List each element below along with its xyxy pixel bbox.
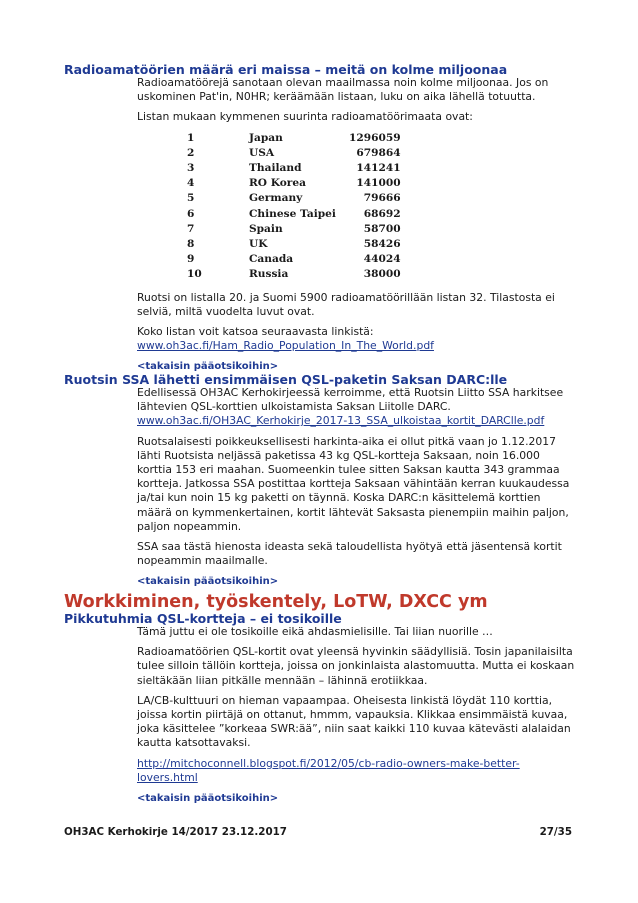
paragraph: Radioamatöörejä sanotaan olevan maailmassa noin kolme miljoonaa. Jos on uskominen Pat'in, N0HR; keräämään listaan, luku on aika lähellä totuutta.	[137, 76, 549, 104]
section-title-qsl-cards: Pikkutuhmia QSL-kortteja – ei tosikoille	[64, 611, 342, 626]
ranking-count: 38000	[363, 268, 401, 281]
ssa-article-link[interactable]: www.oh3ac.fi/OH3AC_Kerhokirje_2017-13_SSA_ulkoistaa_kortit_DARClle.pdf	[137, 414, 545, 428]
cb-cards-link[interactable]: http://mitchoconnell.blogspot.fi/2012/05/cb-radio-owners-make-better-lovers.html	[137, 756, 520, 784]
paragraph: Tämä juttu ei ole tosikoille eikä ahdasmielisille. Tai liian nuorille …	[137, 625, 493, 638]
ranking-row	[187, 252, 401, 267]
ranking-row	[187, 267, 401, 282]
ranking-country: Japan	[249, 131, 283, 144]
ranking-rank: 4	[187, 177, 195, 190]
ranking-count: 141241	[356, 162, 401, 175]
ranking-row	[187, 131, 401, 146]
paragraph: SSA saa tästä hienosta ideasta sekä taloudellista hyötyä että jäsentensä kortit nopeammin maailmalle.	[137, 540, 562, 568]
ranking-country: Chinese Taipei	[249, 207, 336, 220]
paragraph: Listan mukaan kymmenen suurinta radioamatöörimaata ovat:	[137, 110, 473, 124]
ranking-country: USA	[249, 146, 275, 159]
ranking-country: UK	[249, 238, 268, 251]
section-title-ssa-qsl: Ruotsin SSA lähetti ensimmäisen QSL-paketin Saksan DARC:lle	[64, 372, 508, 387]
paragraph: Edellisessä OH3AC Kerhokirjeessä kerroimme, että Ruotsin Liitto SSA harkitsee lähtevien QSL-korttien ulkoistamista Saksan Liitolle DARC.	[137, 386, 564, 414]
ranking-rank: 8	[187, 238, 195, 251]
paragraph	[137, 791, 577, 806]
ranking-row	[187, 191, 401, 206]
ranking-row	[187, 222, 401, 237]
chapter-title-workkiminen: Workkiminen, työskentely, LoTW, DXCC ym	[64, 592, 488, 612]
ranking-count: 1296059	[349, 131, 401, 144]
section-body-radio-amateur-count	[137, 76, 577, 381]
paragraph	[137, 757, 577, 785]
back-to-headlines-link[interactable]: <takaisin pääotsikoihin>	[137, 793, 279, 805]
ranking-row	[187, 237, 401, 252]
ranking-rank: 5	[187, 192, 195, 205]
ranking-count: 679864	[356, 146, 401, 159]
ranking-country: RO Korea	[249, 177, 306, 190]
ranking-count: 141000	[356, 177, 401, 190]
footer-publication: OH3AC Kerhokirje 14/2017 23.12.2017	[64, 826, 287, 838]
paragraph: LA/CB-kulttuuri on hieman vapaampaa. Oheisesta linkistä löydät 110 korttia, joissa kortin piirtäjä on ottanut, hmmm, vapauksia. Klikkaa ensimmäistä kuvaa, joka käsittelee ”korkeaa SWR:ää”, niin saat kaikki 110 kuvaa kätevästi alalaidan kautta katsottavaksi.	[137, 693, 571, 750]
paragraph	[137, 574, 577, 589]
ranking-row	[187, 146, 401, 161]
ranking-country: Germany	[249, 192, 303, 205]
section-body-ssa-qsl	[137, 386, 577, 596]
ranking-rank: 7	[187, 222, 195, 235]
section-title-radio-amateur-count: Radioamatöörien määrä eri maissa – meitä on kolme miljoonaa	[64, 62, 508, 77]
ranking-count: 79666	[363, 192, 401, 205]
country-ranking-table	[187, 131, 401, 283]
back-to-headlines-link[interactable]: <takaisin pääotsikoihin>	[137, 576, 279, 588]
ranking-count: 58700	[363, 222, 401, 235]
ranking-count: 68692	[363, 207, 401, 220]
ranking-rank: 9	[187, 253, 195, 266]
ranking-row	[187, 161, 401, 176]
ranking-rank: 2	[187, 146, 195, 159]
ranking-row	[187, 176, 401, 191]
ranking-row	[187, 207, 401, 222]
paragraph: Radioamatöörien QSL-kortit ovat yleensä hyvinkin säädyllisiä. Tosin japanilaisilta tulee silloin tällöin kortteja, joissa on jonkinlaista alastomuutta. Mutta ei koskaan sieltäkään liian pitkälle mennään – lähinnä erotiikkaa.	[137, 645, 575, 687]
ranking-count: 44024	[363, 253, 401, 266]
ranking-rank: 3	[187, 162, 195, 175]
ranking-rank: 10	[187, 268, 202, 281]
paragraph	[137, 339, 577, 353]
ranking-country: Canada	[249, 253, 294, 266]
paragraph: Ruotsi on listalla 20. ja Suomi 5900 radioamatöörillään listan 32. Tilastosta ei selviä, miltä vuodelta luvut ovat.	[137, 290, 555, 318]
ranking-count: 58426	[363, 238, 401, 251]
paragraph: Ruotsalaisesti poikkeuksellisesti harkinta-aika ei ollut pitkä vaan jo 1.12.2017 lähti Ruotsista neljässä paketissa 43 kg QSL-kortteja Saksaan, noin 16.000 korttia 153 eri maahan. Suomeenkin tulee sitten Saksan kautta 343 grammaa kortteja. Jatkossa SSA postittaa kortteja Saksaan vähintään kerran kuukaudessa ja/tai kun noin 15 kg paketti on täynnä. Koska DARC:n käsittelemä korttien määrä on kymmenkertainen, kortit lähtevät Saksasta pienempiin maihin paljon, paljon nopeammin.	[137, 434, 570, 533]
ranking-country: Spain	[249, 222, 283, 235]
ranking-rank: 1	[187, 131, 195, 144]
ranking-country: Thailand	[249, 162, 302, 175]
ranking-rank: 6	[187, 207, 195, 220]
paragraph	[137, 414, 577, 428]
ranking-country: Russia	[249, 268, 289, 281]
back-to-headlines-link[interactable]: <takaisin pääotsikoihin>	[137, 361, 279, 373]
section-body-qsl-cards	[137, 625, 577, 812]
population-list-link[interactable]: www.oh3ac.fi/Ham_Radio_Population_In_The_World.pdf	[137, 339, 434, 353]
paragraph: Koko listan voit katsoa seuraavasta linkistä:	[137, 325, 374, 339]
footer-page-number: 27/35	[539, 826, 572, 838]
